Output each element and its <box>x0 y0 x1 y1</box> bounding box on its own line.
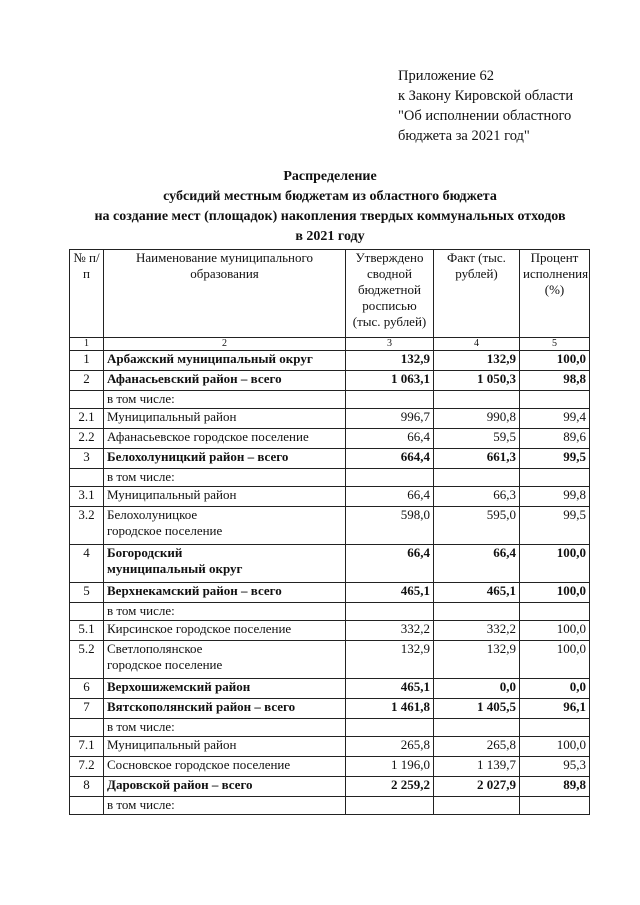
table-row <box>70 621 590 641</box>
row-name: Белохолуницкое городское поселение <box>104 507 346 545</box>
row-name: Светлополянское городское поселение <box>104 641 346 679</box>
appendix-block <box>398 66 573 146</box>
table-row <box>70 719 590 737</box>
row-percent <box>520 469 590 487</box>
row-num: 5.1 <box>70 621 104 641</box>
row-fact <box>434 797 520 815</box>
row-num <box>70 603 104 621</box>
table-row <box>70 371 590 391</box>
row-name: Афанасьевский район – всего <box>104 371 346 391</box>
row-approved: 1 461,8 <box>346 699 434 719</box>
row-percent: 95,3 <box>520 757 590 777</box>
row-percent: 99,4 <box>520 409 590 429</box>
row-fact <box>434 469 520 487</box>
row-percent: 89,6 <box>520 429 590 449</box>
row-approved: 132,9 <box>346 641 434 679</box>
table-row <box>70 487 590 507</box>
row-num: 6 <box>70 679 104 699</box>
table-row <box>70 737 590 757</box>
row-name: Муниципальный район <box>104 737 346 757</box>
row-fact: 595,0 <box>434 507 520 545</box>
row-name: в том числе: <box>104 603 346 621</box>
row-percent: 99,5 <box>520 507 590 545</box>
table-row <box>70 507 590 545</box>
row-name: Даровской район – всего <box>104 777 346 797</box>
row-name: Афанасьевское городское поселение <box>104 429 346 449</box>
row-name: Арбажский муниципальный округ <box>104 351 346 371</box>
col-number: 3 <box>346 338 434 351</box>
row-approved: 132,9 <box>346 351 434 371</box>
row-fact: 990,8 <box>434 409 520 429</box>
col-number: 4 <box>434 338 520 351</box>
header-percent: Процент исполнения (%) <box>520 250 590 338</box>
row-fact: 0,0 <box>434 679 520 699</box>
row-num <box>70 469 104 487</box>
row-percent: 100,0 <box>520 737 590 757</box>
table-row <box>70 545 590 583</box>
row-fact: 265,8 <box>434 737 520 757</box>
table-row <box>70 641 590 679</box>
row-name: Вятскополянский район – всего <box>104 699 346 719</box>
row-num: 4 <box>70 545 104 583</box>
row-percent: 89,8 <box>520 777 590 797</box>
row-percent: 100,0 <box>520 641 590 679</box>
row-fact <box>434 603 520 621</box>
row-percent: 100,0 <box>520 583 590 603</box>
row-approved: 265,8 <box>346 737 434 757</box>
row-fact: 132,9 <box>434 641 520 679</box>
table-row <box>70 449 590 469</box>
row-num: 5.2 <box>70 641 104 679</box>
row-fact <box>434 719 520 737</box>
row-percent: 100,0 <box>520 351 590 371</box>
row-percent: 0,0 <box>520 679 590 699</box>
row-num: 3.1 <box>70 487 104 507</box>
row-num: 7.1 <box>70 737 104 757</box>
row-approved: 1 063,1 <box>346 371 434 391</box>
row-approved: 465,1 <box>346 583 434 603</box>
row-num <box>70 797 104 815</box>
row-approved: 598,0 <box>346 507 434 545</box>
col-number: 5 <box>520 338 590 351</box>
row-percent <box>520 719 590 737</box>
row-percent <box>520 603 590 621</box>
appendix-line: Приложение 62 <box>398 68 494 84</box>
row-approved: 465,1 <box>346 679 434 699</box>
row-fact: 1 405,5 <box>434 699 520 719</box>
row-num <box>70 391 104 409</box>
row-fact: 465,1 <box>434 583 520 603</box>
row-percent: 100,0 <box>520 621 590 641</box>
table-row <box>70 469 590 487</box>
row-name: в том числе: <box>104 469 346 487</box>
row-fact: 1 139,7 <box>434 757 520 777</box>
row-name: в том числе: <box>104 391 346 409</box>
col-number: 2 <box>104 338 346 351</box>
row-name: Белохолуницкий район – всего <box>104 449 346 469</box>
row-percent: 98,8 <box>520 371 590 391</box>
row-num: 2.2 <box>70 429 104 449</box>
table-row <box>70 679 590 699</box>
row-percent: 96,1 <box>520 699 590 719</box>
row-approved: 1 196,0 <box>346 757 434 777</box>
header-num: № п/п <box>70 250 104 338</box>
row-approved: 66,4 <box>346 545 434 583</box>
row-fact: 59,5 <box>434 429 520 449</box>
document-title <box>40 167 620 247</box>
table-row <box>70 391 590 409</box>
row-fact: 66,3 <box>434 487 520 507</box>
appendix-line: бюджета за 2021 год" <box>398 128 530 144</box>
row-num: 7.2 <box>70 757 104 777</box>
row-approved <box>346 391 434 409</box>
row-num: 3.2 <box>70 507 104 545</box>
col-number: 1 <box>70 338 104 351</box>
table-row <box>70 757 590 777</box>
row-num: 3 <box>70 449 104 469</box>
title-line: в 2021 году <box>295 229 365 244</box>
header-name: Наименование муниципального образования <box>104 250 346 338</box>
title-line: на создание мест (площадок) накопления твердых коммунальных отходов <box>94 209 566 224</box>
row-percent <box>520 391 590 409</box>
row-name: Верхошижемский район <box>104 679 346 699</box>
row-name: Муниципальный район <box>104 409 346 429</box>
row-approved <box>346 603 434 621</box>
header-fact: Факт (тыс. рублей) <box>434 250 520 338</box>
row-name: Богородский муниципальный округ <box>104 545 346 583</box>
row-percent: 99,8 <box>520 487 590 507</box>
row-approved: 66,4 <box>346 429 434 449</box>
title-line: субсидий местным бюджетам из областного бюджета <box>163 189 497 204</box>
table-row <box>70 797 590 815</box>
row-num <box>70 719 104 737</box>
row-name: в том числе: <box>104 719 346 737</box>
row-num: 8 <box>70 777 104 797</box>
table-row <box>70 777 590 797</box>
row-num: 2.1 <box>70 409 104 429</box>
row-approved <box>346 719 434 737</box>
table-row <box>70 351 590 371</box>
row-approved: 332,2 <box>346 621 434 641</box>
appendix-line: к Закону Кировской области <box>398 88 574 104</box>
row-name: Сосновское городское поселение <box>104 757 346 777</box>
table-row <box>70 699 590 719</box>
row-approved: 664,4 <box>346 449 434 469</box>
appendix-line: "Об исполнении областного <box>398 108 572 124</box>
table-row <box>70 429 590 449</box>
row-fact: 132,9 <box>434 351 520 371</box>
table-header-row <box>70 250 590 338</box>
row-approved: 66,4 <box>346 487 434 507</box>
row-fact: 661,3 <box>434 449 520 469</box>
subsidy-table <box>69 249 590 815</box>
row-approved <box>346 797 434 815</box>
column-number-row <box>70 338 590 351</box>
row-num: 5 <box>70 583 104 603</box>
row-num: 7 <box>70 699 104 719</box>
row-approved: 2 259,2 <box>346 777 434 797</box>
row-percent: 100,0 <box>520 545 590 583</box>
table-row <box>70 603 590 621</box>
row-name: Кирсинское городское поселение <box>104 621 346 641</box>
row-approved: 996,7 <box>346 409 434 429</box>
row-name: Верхнекамский район – всего <box>104 583 346 603</box>
table-row <box>70 409 590 429</box>
row-fact: 332,2 <box>434 621 520 641</box>
row-approved <box>346 469 434 487</box>
row-fact: 2 027,9 <box>434 777 520 797</box>
row-percent: 99,5 <box>520 449 590 469</box>
header-approved: Утверждено сводной бюджетной росписью (тыс. рублей) <box>346 250 434 338</box>
row-fact: 1 050,3 <box>434 371 520 391</box>
row-num: 1 <box>70 351 104 371</box>
row-name: Муниципальный район <box>104 487 346 507</box>
row-fact: 66,4 <box>434 545 520 583</box>
row-name: в том числе: <box>104 797 346 815</box>
title-line: Распределение <box>283 169 377 184</box>
table-row <box>70 583 590 603</box>
row-percent <box>520 797 590 815</box>
row-num: 2 <box>70 371 104 391</box>
row-fact <box>434 391 520 409</box>
